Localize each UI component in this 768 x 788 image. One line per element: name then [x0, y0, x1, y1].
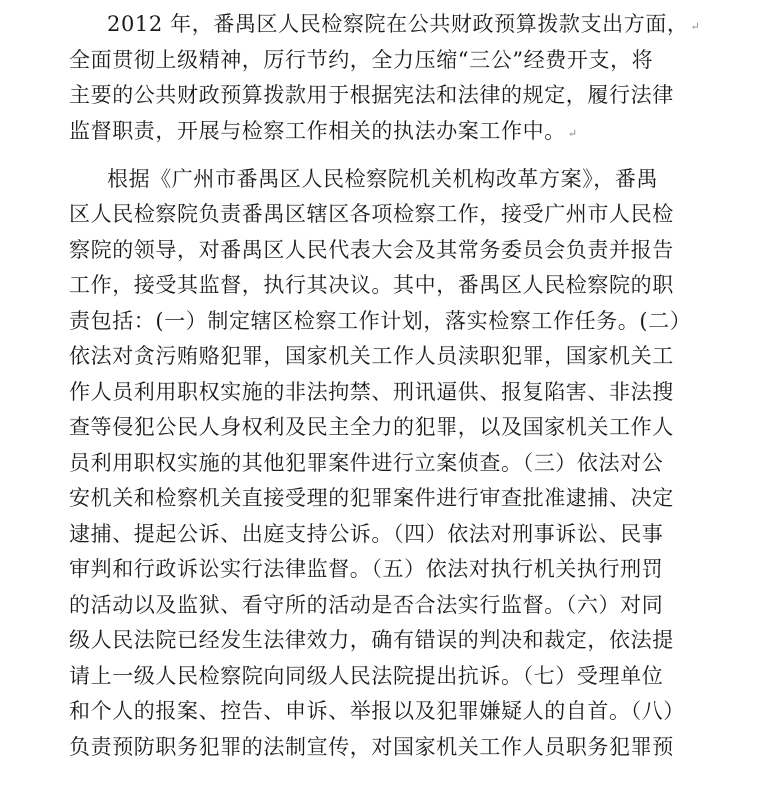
- paragraph-2-line-16: 和个人的报案、控告、申诉、举报以及犯罪嫌疑人的自首。（八）: [69, 699, 685, 723]
- text-line: 监督职责，开展与检察工作相关的执法办案工作中。: [69, 119, 566, 143]
- paragraph-2-line-13: 的活动以及监狱、看守所的活动是否合法实行监督。（六）对同: [69, 593, 664, 617]
- paragraph-2-line-12: 审判和行政诉讼实行法律监督。（五）依法对执行机关执行刑罚: [69, 557, 664, 581]
- paragraph-1-line-2: 全面贯彻上级精神，厉行节约，全力压缩“三公”经费开支，将: [69, 48, 654, 72]
- paragraph-2-line-8: 查等侵犯公民人身权利及民主全力的犯罪，以及国家机关工作人: [69, 415, 674, 439]
- paragraph-2-line-6: 依法对贪污贿赂犯罪，国家机关工作人员渎职犯罪，国家机关工: [69, 344, 674, 368]
- paragraph-2-line-3: 察院的领导，对番禺区人民代表大会及其常务委员会负责并报告: [69, 238, 674, 262]
- text-line: 2012 年，番禺区人民检察院在公共财政预算拨款支出方面，: [107, 12, 689, 36]
- paragraph-2-line-2: 区人民检察院负责番禺区辖区各项检察工作，接受广州市人民检: [69, 202, 674, 226]
- paragraph-2-line-15: 请上一级人民检察院向同级人民法院提出抗诉。（七）受理单位: [69, 664, 664, 688]
- paragraph-2-line-17: 负责预防职务犯罪的法制宣传，对国家机关工作人员职务犯罪预: [69, 735, 674, 759]
- paragraph-1-line-3: 主要的公共财政预算拨款用于根据宪法和法律的规定，履行法律: [69, 83, 674, 107]
- paragraph-2-line-14: 级人民法院已经发生法律效力，确有错误的判决和裁定，依法提: [69, 628, 674, 652]
- paragraph-2-line-9: 员利用职权实施的其他犯罪案件进行立案侦查。（三）依法对公: [69, 451, 664, 475]
- paragraph-2-line-10: 安机关和检察机关直接受理的犯罪案件进行审查批准逮捕、决定: [69, 486, 674, 510]
- paragraph-1-line-4: [69, 116, 578, 146]
- paragraph-2-line-5: 责包括：(一）制定辖区检察工作计划，落实检察工作任务。(二）: [69, 309, 692, 333]
- paragraph-1-line-1: [107, 9, 700, 39]
- paragraph-2-line-7: 作人员利用职权实施的非法拘禁、刑讯逼供、报复陷害、非法搜: [69, 380, 674, 404]
- paragraph-2-line-4: 工作，接受其监督，执行其决议。其中，番禺区人民检察院的职: [69, 273, 674, 297]
- paragraph-2-line-1: 根据《广州市番禺区人民检察院机关机构改革方案》，番禺: [107, 167, 659, 191]
- paragraph-2-line-11: 逮捕、提起公诉、出庭支持公诉。（四）依法对刑事诉讼、民事: [69, 522, 664, 546]
- paragraph-mark-icon: ↵: [567, 127, 578, 140]
- paragraph-mark-icon: ↵: [690, 20, 701, 33]
